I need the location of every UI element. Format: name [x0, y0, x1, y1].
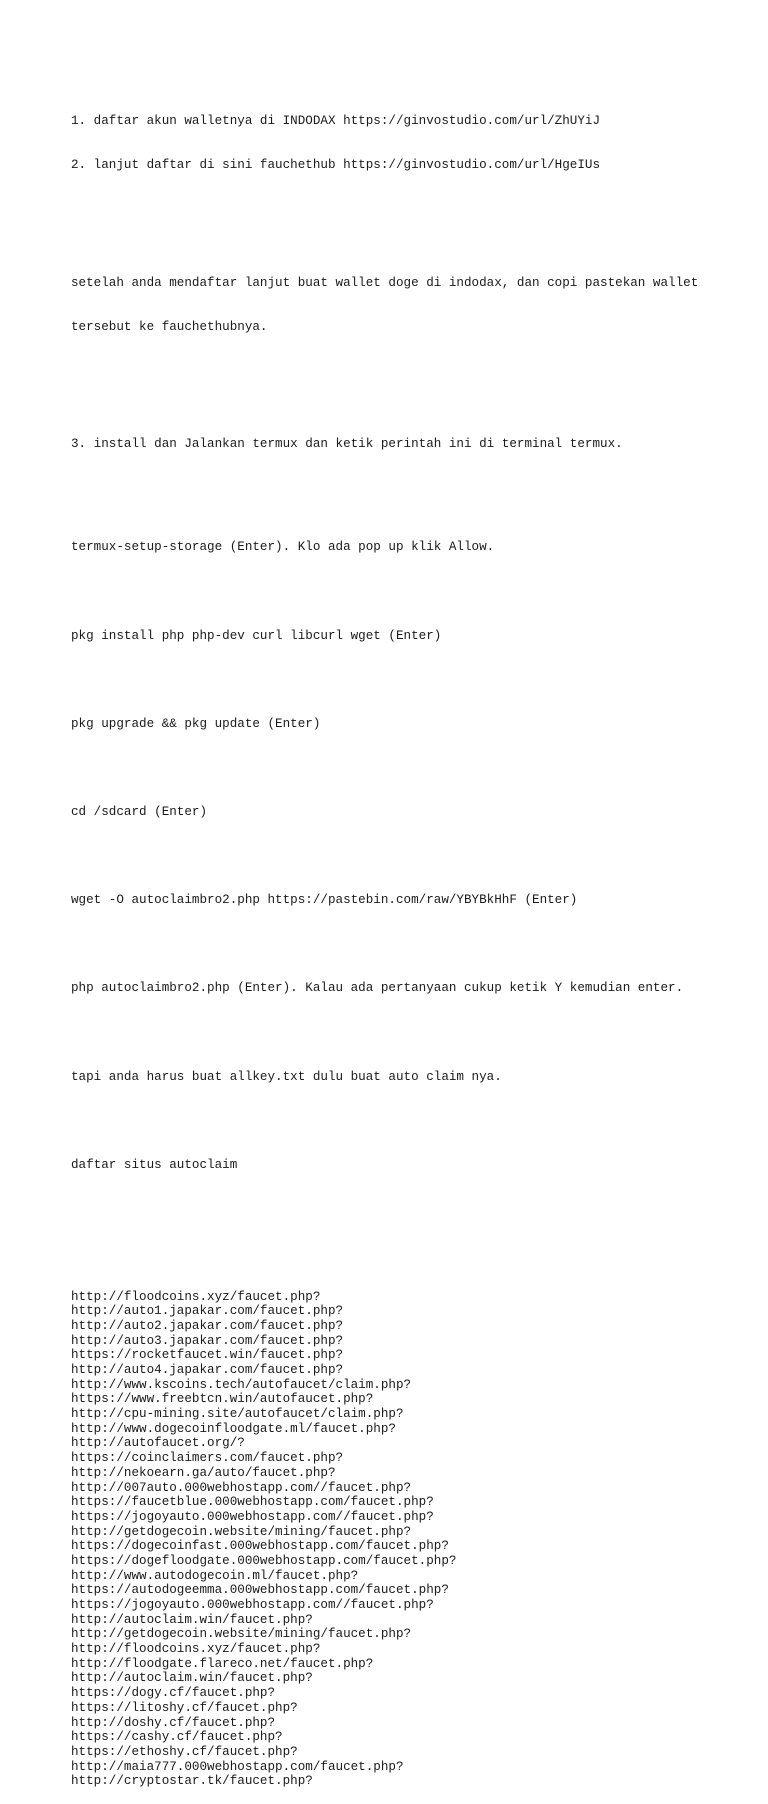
site-url: http://autofaucet.org/?	[71, 1436, 245, 1451]
site-url: https://autodogeemma.000webhostapp.com/faucet.php?	[71, 1583, 449, 1598]
note-line-1: setelah anda mendaftar lanjut buat wallet doge di indodax, dan copi pastekan wallet	[71, 275, 699, 290]
site-url: https://dogefloodgate.000webhostapp.com/faucet.php?	[71, 1553, 457, 1568]
site-url: https://cashy.cf/faucet.php?	[71, 1730, 283, 1745]
command-line: pkg install php php-dev curl libcurl wget (Enter)	[71, 628, 442, 643]
site-url: http://cryptostar.tk/faucet.php?	[71, 1774, 313, 1789]
site-url: http://autoclaim.win/faucet.php?	[71, 1671, 313, 1686]
note-line-2: tersebut ke fauchethubnya.	[71, 319, 268, 334]
site-url: http://maia777.000webhostapp.com/faucet.php?	[71, 1759, 404, 1774]
site-url: https://www.freebtcn.win/autofaucet.php?	[71, 1392, 374, 1407]
site-url: https://litoshy.cf/faucet.php?	[71, 1700, 298, 1715]
command-line: pkg upgrade && pkg update (Enter)	[71, 716, 321, 731]
site-url: http://auto2.japakar.com/faucet.php?	[71, 1318, 344, 1333]
site-url: http://auto4.japakar.com/faucet.php?	[71, 1363, 344, 1378]
step-2: 2. lanjut daftar di sini fauchethub https://ginvostudio.com/url/HgeIUs	[71, 158, 601, 173]
site-url: http://www.autodogecoin.ml/faucet.php?	[71, 1568, 359, 1583]
site-url: https://jogoyauto.000webhostapp.com//faucet.php?	[71, 1509, 434, 1524]
site-url: https://dogy.cf/faucet.php?	[71, 1686, 276, 1701]
site-url: http://auto1.japakar.com/faucet.php?	[71, 1304, 344, 1319]
site-url: https://jogoyauto.000webhostapp.com//faucet.php?	[71, 1598, 434, 1613]
site-url: http://autoclaim.win/faucet.php?	[71, 1612, 313, 1627]
site-url: http://floodcoins.xyz/faucet.php?	[71, 1289, 321, 1304]
site-url: https://ethoshy.cf/faucet.php?	[71, 1744, 298, 1759]
site-url: http://floodcoins.xyz/faucet.php?	[71, 1642, 321, 1657]
site-url: http://www.dogecoinfloodgate.ml/faucet.php?	[71, 1421, 396, 1436]
step-1: 1. daftar akun walletnya di INDODAX https://ginvostudio.com/url/ZhUYiJ	[71, 114, 601, 129]
site-url: http://auto3.japakar.com/faucet.php?	[71, 1333, 344, 1348]
command-line: wget -O autoclaimbro2.php https://pastebin.com/raw/YBYBkHhF (Enter)	[71, 893, 578, 908]
site-url: https://dogecoinfast.000webhostapp.com/faucet.php?	[71, 1539, 449, 1554]
site-url: http://nekoearn.ga/auto/faucet.php?	[71, 1465, 336, 1480]
site-list-heading: daftar situs autoclaim	[71, 1157, 238, 1172]
site-url: http://floodgate.flareco.net/faucet.php?	[71, 1656, 374, 1671]
site-url: http://getdogecoin.website/mining/faucet.php?	[71, 1627, 412, 1642]
site-url: http://doshy.cf/faucet.php?	[71, 1715, 276, 1730]
command-line: tapi anda harus buat allkey.txt dulu buat auto claim nya.	[71, 1069, 502, 1084]
site-url: https://rocketfaucet.win/faucet.php?	[71, 1348, 344, 1363]
site-list	[71, 1290, 731, 1789]
command-line: cd /sdcard (Enter)	[71, 804, 208, 819]
site-url: http://007auto.000webhostapp.com//faucet.php?	[71, 1480, 412, 1495]
site-url: http://www.kscoins.tech/autofaucet/claim.php?	[71, 1377, 412, 1392]
document-page	[71, 70, 731, 1804]
site-url: https://coinclaimers.com/faucet.php?	[71, 1451, 344, 1466]
command-line: termux-setup-storage (Enter). Klo ada pop up klik Allow.	[71, 540, 495, 555]
site-url: http://getdogecoin.website/mining/faucet.php?	[71, 1524, 412, 1539]
site-url: http://cpu-mining.site/autofaucet/claim.php?	[71, 1407, 404, 1422]
command-line: php autoclaimbro2.php (Enter). Kalau ada pertanyaan cukup ketik Y kemudian enter.	[71, 981, 684, 996]
step-3: 3. install dan Jalankan termux dan ketik perintah ini di terminal termux.	[71, 437, 623, 452]
site-url: https://faucetblue.000webhostapp.com/faucet.php?	[71, 1495, 434, 1510]
